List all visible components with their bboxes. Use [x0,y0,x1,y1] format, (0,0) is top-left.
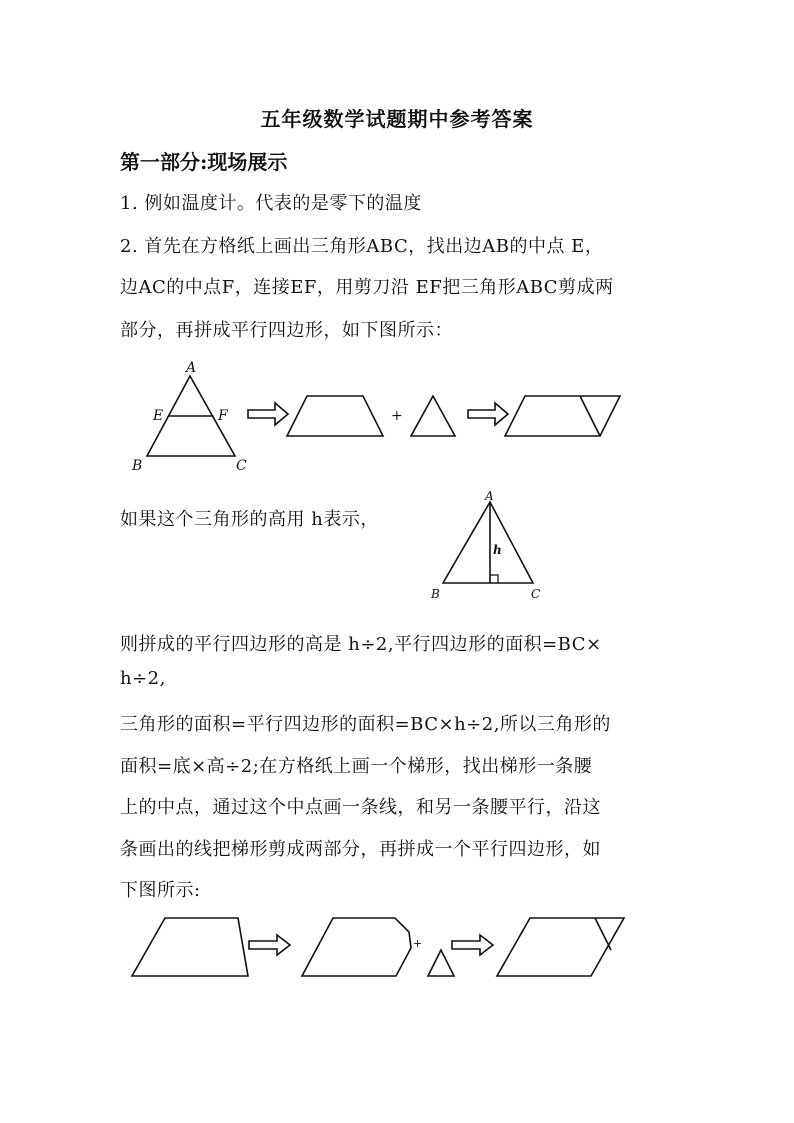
label-a: A [186,360,197,376]
paragraph-line-4: 面积=底×高÷2;在方格纸上画一个梯形，找出梯形一条腰 [120,756,593,777]
trapezoid-to-parallelogram-figure [125,910,635,982]
paragraph-line-3: 三角形的面积=平行四边形的面积=BC×h÷2,所以三角形的 [120,714,611,735]
parallelogram-result [497,918,624,976]
small-triangle-piece [428,950,454,976]
answer-item-2-line-1: 2. 首先在方格纸上画出三角形ABC，找出边AB的中点 E， [120,236,604,257]
arrow-shape-2 [452,935,493,955]
answer-item-1: 1. 例如温度计。代表的是零下的温度 [120,193,422,214]
height-sentence: 如果这个三角形的高用 h表示， [120,509,379,530]
triangle-abc-height [443,502,533,583]
label-h: h [493,543,502,557]
small-triangle-piece [411,396,455,436]
label-c: C [531,587,541,601]
label-e: E [153,408,164,424]
parallelogram-result [505,396,620,436]
arrow-shape-2 [468,403,508,425]
section-heading: 第一部分:现场展示 [120,150,288,174]
label-a: A [485,490,494,503]
triangle-height-figure [425,490,555,605]
page-title: 五年级数学试题期中参考答案 [260,107,534,131]
paragraph-line-7: 下图所示: [120,880,201,901]
arrow-shape-1 [249,935,290,955]
answer-item-2-line-2: 边AC的中点F，连接EF，用剪刀沿 EF把三角形ABC剪成两 [120,277,614,298]
plus-sign: + [391,408,403,424]
trapezoid-piece [287,396,383,436]
triangle-to-parallelogram-figure [120,358,640,476]
arrow-shape-1 [248,403,288,425]
trapezoid-shape [132,918,248,976]
trapezoid-with-cut [302,918,411,976]
parallelogram-split-line [580,396,600,436]
paragraph-line-6: 条画出的线把梯形剪成两部分，再拼成一个平行四边形，如 [120,839,601,860]
parallelogram-split-line [595,918,611,950]
plus-sign: + [413,937,423,950]
label-b: B [132,458,143,474]
right-angle-mark [490,575,498,583]
label-b: B [431,587,440,601]
label-f: F [218,408,228,424]
label-c: C [236,458,247,474]
answer-item-2-line-3: 部分，再拼成平行四边形，如下图所示： [120,320,453,341]
paragraph-line-1: 则拼成的平行四边形的高是 h÷2,平行四边形的面积=BC× [120,634,602,655]
paragraph-line-5: 上的中点，通过这个中点画一条线，和另一条腰平行，沿这 [120,797,601,818]
paragraph-line-2: h÷2, [120,668,166,689]
